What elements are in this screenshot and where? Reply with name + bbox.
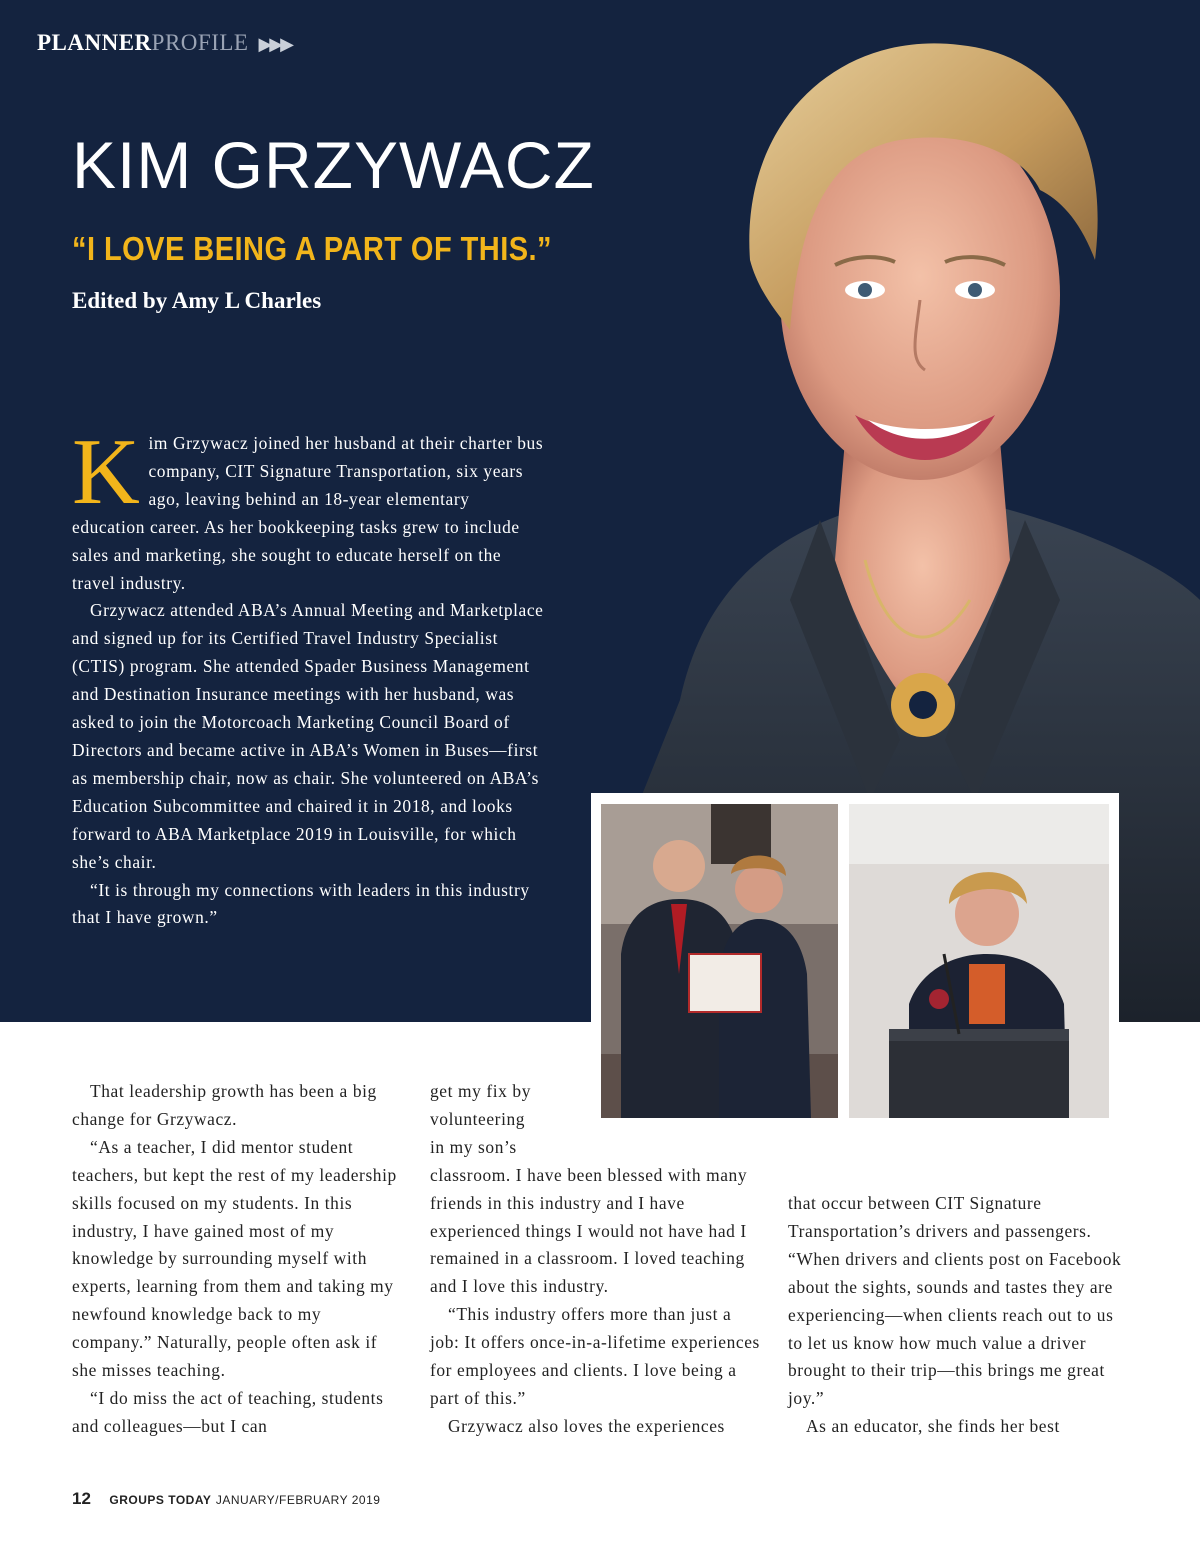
col3-paragraph-2: As an educator, she finds her best [806, 1416, 1060, 1437]
award-ceremony-photo [601, 804, 838, 1118]
section-label [37, 30, 291, 56]
pull-quote-headline: “I LOVE BEING A PART OF THIS.” [72, 230, 553, 267]
intro-text [72, 420, 546, 932]
byline: Edited by Amy L Charles [72, 288, 322, 313]
page-number: 12 [72, 1489, 91, 1508]
col2-line-3: in my son’s [430, 1136, 517, 1157]
col1-paragraph-2: “As a teacher, I did mentor student teachers, but kept the rest of my leadership skills focused on my students. In this industry, I have gained most of my knowledge by surrounding myself with experts, learning from them and taking my newfound knowledge back to my company.” Naturally, people often ask if she misses teaching. [72, 1136, 397, 1381]
col2-paragraph-3: Grzywacz also loves the experiences [448, 1415, 725, 1436]
section-label-light: PROFILE [151, 30, 249, 55]
col1-paragraph-3: “I do miss the act of teaching, students and colleagues—but I can [72, 1387, 384, 1436]
issue-date: JANUARY/FEBRUARY 2019 [215, 1493, 381, 1507]
col2-paragraph-2: “This industry offers more than just a job: It offers once-in-a-lifetime experiences for employees and clients. I love being a part of this.” [430, 1304, 760, 1408]
drop-cap: K [72, 420, 141, 524]
profile-name: KIM GRZYWACZ [72, 128, 595, 202]
page-footer [72, 1489, 380, 1509]
publication-name: GROUPS TODAY [109, 1493, 212, 1507]
col3-paragraph-1: that occur between CIT Signature Transportation’s drivers and passengers. “When drivers and clients post on Facebook about the sights, sounds and tastes they are experiencing—when clients reach out to us to let us know how much value a driver brought to their trip—this brings me great joy.” [788, 1193, 1122, 1409]
body-column-1 [72, 1078, 402, 1441]
triple-arrow-icon: ▶▶▶ [258, 34, 291, 55]
body-column-2 [430, 1078, 760, 1441]
intro-paragraph-1: im Grzywacz joined her husband at their charter bus company, CIT Signature Transportation, six years ago, leaving behind an 18-year elementary education career. As her bookkeeping tasks grew to include sales and marketing, she sought to educate herself on the travel industry. [72, 433, 544, 593]
intro-paragraph-2: Grzywacz attended ABA’s Annual Meeting and Marketplace and signed up for its Certified Travel Industry Specialist (CTIS) program. She attended Spader Business Management and Destination Insurance meetings with her husband, was asked to join the Motorcoach Marketing Council Board of Directors and became active in ABA’s Women in Buses—first as membership chair, now as chair. She volunteered on ABA’s Education Subcommittee and chaired it in 2018, and looks forward to ABA Marketplace 2019 in Louisville, for which she’s chair. [72, 600, 544, 872]
col2-line-1: get my fix by [430, 1081, 532, 1101]
col2-line-2: volunteering [430, 1108, 526, 1129]
intro-paragraph-3: “It is through my connections with leaders in this industry that I have grown.” [72, 879, 530, 928]
section-label-bold: PLANNER [37, 30, 152, 55]
col1-paragraph-1: That leadership growth has been a big change for Grzywacz. [72, 1081, 377, 1129]
body-column-3 [788, 1190, 1128, 1441]
podium-speaker-photo [849, 804, 1109, 1118]
col2-paragraph-1: classroom. I have been blessed with many friends in this industry and I have experienced things I would not have had I remained in a classroom. I loved teaching and I love this industry. [430, 1164, 748, 1297]
